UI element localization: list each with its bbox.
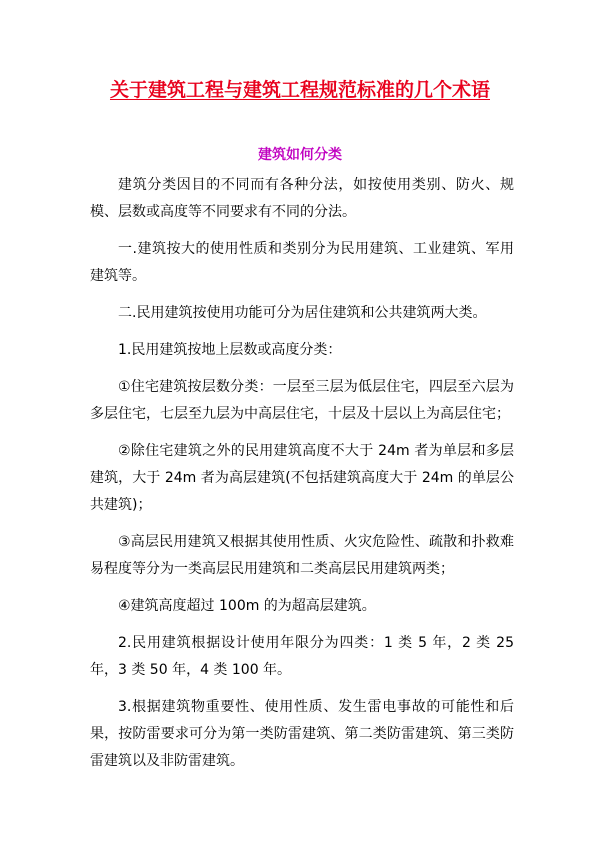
paragraph: 1.民用建筑按地上层数或高度分类： [118, 342, 342, 358]
section-heading: 建筑如何分类 [258, 147, 342, 163]
paragraph: 建筑分类因目的不同而有各种分法，如按使用类别、防火、规模、层数或高度等不同要求有不同的分法。 [90, 177, 514, 220]
paragraph: ②除住宅建筑之外的民用建筑高度不大于 24m 者为单层和多层建筑，大于 24m 者为高层建筑(不包括建筑高度大于 24m 的单层公共建筑)； [90, 443, 514, 513]
paragraph: 2.民用建筑根据设计使用年限分为四类：1 类 5 年，2 类 25 年，3 类 50 年，4 类 100 年。 [90, 635, 514, 678]
paragraph: 一.建筑按大的使用性质和类别分为民用建筑、工业建筑、军用建筑等。 [90, 241, 514, 284]
paragraph: ④建筑高度超过 100m 的为超高层建筑。 [118, 598, 376, 614]
paragraph: 3.根据建筑物重要性、使用性质、发生雷电事故的可能性和后果，按防雷要求可分为第一类防雷建筑、第二类防雷建筑、第三类防雷建筑以及非防雷建筑。 [90, 699, 514, 769]
document-title: 关于建筑工程与建筑工程规范标准的几个术语 [109, 79, 490, 101]
document-body [90, 172, 514, 785]
paragraph: ③高层民用建筑又根据其使用性质、火灾危险性、疏散和扑救难易程度等分为一类高层民用建筑和二类高层民用建筑两类； [90, 534, 514, 577]
paragraph: 二.民用建筑按使用功能可分为居住建筑和公共建筑两大类。 [118, 305, 487, 321]
paragraph: ①住宅建筑按层数分类：一层至三层为低层住宅，四层至六层为多层住宅，七层至九层为中高层住宅，十层及十层以上为高层住宅； [90, 379, 514, 422]
